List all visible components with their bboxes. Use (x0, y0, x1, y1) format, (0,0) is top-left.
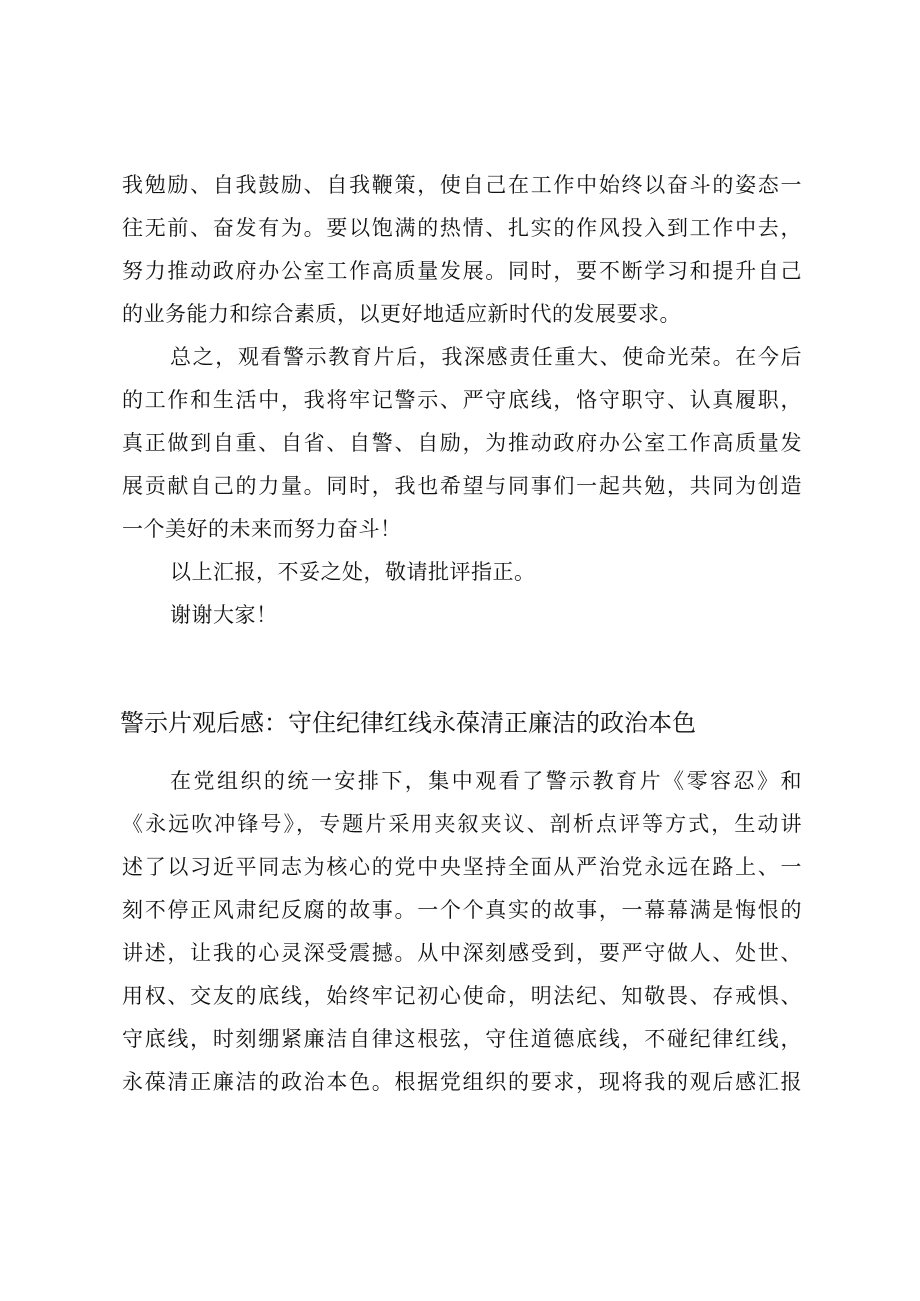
paragraph-line: 在党组织的统一安排下，集中观看了警示教育片《零容忍》和 (170, 769, 802, 793)
paragraph-line: 真正做到自重、自省、自警、自励，为推动政府办公室工作高质量发 (122, 431, 802, 455)
paragraph-line: 努力推动政府办公室工作高质量发展。同时，要不断学习和提升自己 (122, 259, 802, 283)
paragraph-line: 往无前、奋发有为。要以饱满的热情、扎实的作风投入到工作中去， (122, 216, 802, 240)
paragraph-line: 刻不停正风肃纪反腐的故事。一个个真实的故事，一幕幕满是悔恨的 (122, 898, 802, 922)
paragraph-line: 《永远吹冲锋号》，专题片采用夹叙夹议、剖析点评等方式，生动讲 (122, 812, 802, 836)
paragraph-line: 用权、交友的底线，始终牢记初心使命，明法纪、知敬畏、存戒惧、 (122, 984, 802, 1008)
closing-thanks-line: 谢谢大家！ (170, 603, 278, 627)
paragraph-line: 我勉励、自我鼓励、自我鞭策，使自己在工作中始终以奋斗的姿态一 (122, 173, 802, 197)
paragraph-line: 讲述，让我的心灵深受震撼。从中深刻感受到，要严守做人、处世、 (122, 941, 802, 965)
closing-report-line: 以上汇报，不妥之处，敬请批评指正。 (170, 560, 536, 584)
section-title: 警示片观后感：守住纪律红线永葆清正廉洁的政治本色 (120, 709, 696, 737)
paragraph-line: 的业务能力和综合素质，以更好地适应新时代的发展要求。 (122, 302, 681, 326)
paragraph-line: 的工作和生活中，我将牢记警示、严守底线，恪守职守、认真履职， (122, 388, 802, 412)
paragraph-line: 永葆清正廉洁的政治本色。根据党组织的要求，现将我的观后感汇报 (122, 1070, 802, 1094)
paragraph-line: 一个美好的未来而努力奋斗！ (122, 517, 402, 541)
paragraph-line: 总之，观看警示教育片后，我深感责任重大、使命光荣。在今后 (170, 345, 802, 369)
paragraph-line: 守底线，时刻绷紧廉洁自律这根弦，守住道德底线，不碰纪律红线， (122, 1027, 802, 1051)
paragraph-line: 述了以习近平同志为核心的党中央坚持全面从严治党永远在路上、一 (122, 855, 802, 879)
paragraph-line: 展贡献自己的力量。同时，我也希望与同事们一起共勉，共同为创造 (122, 474, 802, 498)
